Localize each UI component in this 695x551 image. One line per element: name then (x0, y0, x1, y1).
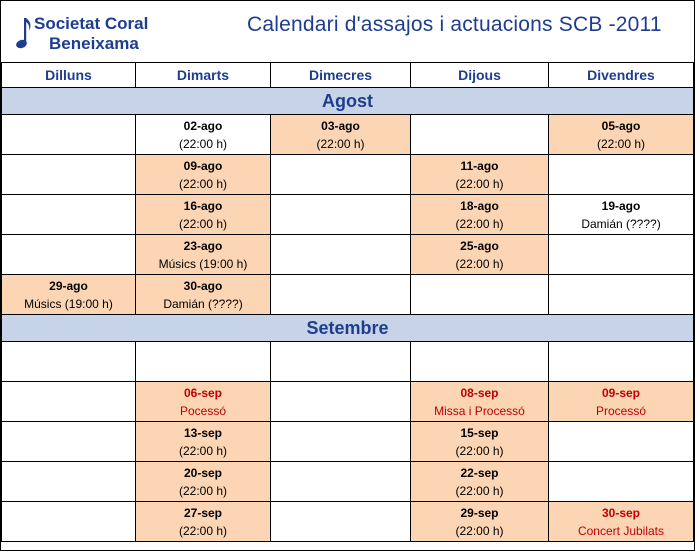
event-date: 06-sep (183, 385, 223, 400)
day-cell (2, 462, 136, 502)
day-cell (411, 502, 549, 542)
day-cell (411, 195, 549, 235)
day-cell (136, 422, 271, 462)
event-date: 29-sep (460, 505, 499, 520)
day-cell (2, 422, 136, 462)
event-date: 09-ago (183, 158, 223, 173)
event-note: Missa i Processó (434, 403, 525, 418)
month-heading: Agost (2, 88, 694, 115)
logo-text-line1: Societat Coral (34, 14, 149, 33)
event-date: 16-ago (183, 198, 223, 213)
day-cell (271, 235, 411, 275)
event-date: 18-ago (460, 198, 499, 213)
day-cell (271, 502, 411, 542)
day-cell (2, 342, 136, 382)
event-date: 29-ago (49, 278, 88, 293)
weekday-header: Dijous (411, 63, 549, 88)
event-note: (22:00 h) (316, 136, 365, 151)
music-note-icon (15, 15, 33, 51)
event-note: (22:00 h) (455, 176, 504, 191)
event-note: Músics (19:00 h) (24, 296, 113, 311)
logo-text-line2: Beneixama (49, 34, 139, 53)
day-cell (411, 155, 549, 195)
event-note: (22:00 h) (455, 443, 504, 458)
week-row (2, 502, 694, 542)
event-date: 25-ago (460, 238, 499, 253)
event-note: (22:00 h) (455, 523, 504, 538)
event-date: 02-ago (183, 118, 223, 133)
week-row (2, 115, 694, 155)
weekday-header: Dimecres (271, 63, 411, 88)
event-date: 27-sep (183, 505, 223, 520)
event-date: 11-ago (460, 158, 499, 173)
event-date: 30-sep (601, 505, 641, 520)
day-cell (2, 382, 136, 422)
day-cell (549, 502, 694, 542)
day-cell (271, 275, 411, 315)
event-date: 08-sep (460, 385, 499, 400)
day-cell (136, 502, 271, 542)
weekday-header: Dimarts (136, 63, 271, 88)
event-date: 20-sep (183, 465, 223, 480)
day-cell (271, 115, 411, 155)
day-cell (549, 115, 694, 155)
day-cell (411, 115, 549, 155)
calendar-table (1, 62, 694, 542)
week-row (2, 155, 694, 195)
event-note: (22:00 h) (178, 483, 228, 498)
event-note: (22:00 h) (455, 483, 504, 498)
event-date: 30-ago (183, 278, 223, 293)
weekday-header: Dilluns (2, 63, 136, 88)
event-date: 23-ago (183, 238, 223, 253)
event-note: (22:00 h) (178, 523, 228, 538)
event-note: (22:00 h) (178, 136, 228, 151)
event-note: (22:00 h) (596, 136, 646, 151)
week-row (2, 462, 694, 502)
month-row (2, 88, 694, 115)
day-cell (411, 382, 549, 422)
month-heading: Setembre (2, 315, 694, 342)
day-cell (271, 382, 411, 422)
day-cell (549, 342, 694, 382)
day-cell (136, 195, 271, 235)
day-cell (2, 275, 136, 315)
day-cell (271, 195, 411, 235)
event-note: Pocessó (179, 403, 227, 418)
event-note: (22:00 h) (455, 256, 504, 271)
weekday-header-row (2, 63, 694, 88)
day-cell (271, 462, 411, 502)
day-cell (2, 235, 136, 275)
event-date: 09-sep (601, 385, 641, 400)
day-cell (136, 155, 271, 195)
event-note: (22:00 h) (178, 216, 228, 231)
calendar-body (2, 88, 694, 542)
week-row (2, 235, 694, 275)
weekday-header: Divendres (549, 63, 694, 88)
day-cell (549, 275, 694, 315)
day-cell (549, 195, 694, 235)
day-cell (411, 462, 549, 502)
day-cell (271, 155, 411, 195)
choir-logo (15, 13, 185, 53)
day-cell (2, 195, 136, 235)
event-date: 15-sep (460, 425, 499, 440)
day-cell (136, 462, 271, 502)
week-row (2, 422, 694, 462)
day-cell (136, 275, 271, 315)
event-note: Damián (????) (581, 216, 661, 231)
day-cell (411, 342, 549, 382)
event-note: Músics (19:00 h) (158, 256, 248, 271)
event-date: 05-ago (601, 118, 641, 133)
day-cell (2, 155, 136, 195)
day-cell (136, 115, 271, 155)
event-note: Damián (????) (163, 296, 243, 311)
week-row (2, 195, 694, 235)
day-cell (549, 155, 694, 195)
day-cell (549, 462, 694, 502)
day-cell (271, 342, 411, 382)
day-cell (549, 382, 694, 422)
event-note: (22:00 h) (178, 443, 228, 458)
day-cell (2, 115, 136, 155)
day-cell (271, 422, 411, 462)
sheet-header (1, 1, 693, 63)
day-cell (411, 275, 549, 315)
month-row (2, 315, 694, 342)
day-cell (411, 422, 549, 462)
day-cell (549, 235, 694, 275)
week-row (2, 382, 694, 422)
event-note: (22:00 h) (455, 216, 504, 231)
page-title: Calendari d'assajos i actuacions SCB -2011 (247, 13, 662, 36)
day-cell (136, 235, 271, 275)
event-note: Processó (595, 403, 647, 418)
event-date: 19-ago (601, 198, 641, 213)
day-cell (136, 342, 271, 382)
event-date: 03-ago (321, 118, 360, 133)
event-note: (22:00 h) (178, 176, 228, 191)
event-note: Concert Jubilats (577, 523, 665, 538)
event-date: 13-sep (183, 425, 223, 440)
week-row (2, 342, 694, 382)
day-cell (549, 422, 694, 462)
day-cell (411, 235, 549, 275)
event-date: 22-sep (460, 465, 499, 480)
day-cell (136, 382, 271, 422)
week-row (2, 275, 694, 315)
day-cell (2, 502, 136, 542)
